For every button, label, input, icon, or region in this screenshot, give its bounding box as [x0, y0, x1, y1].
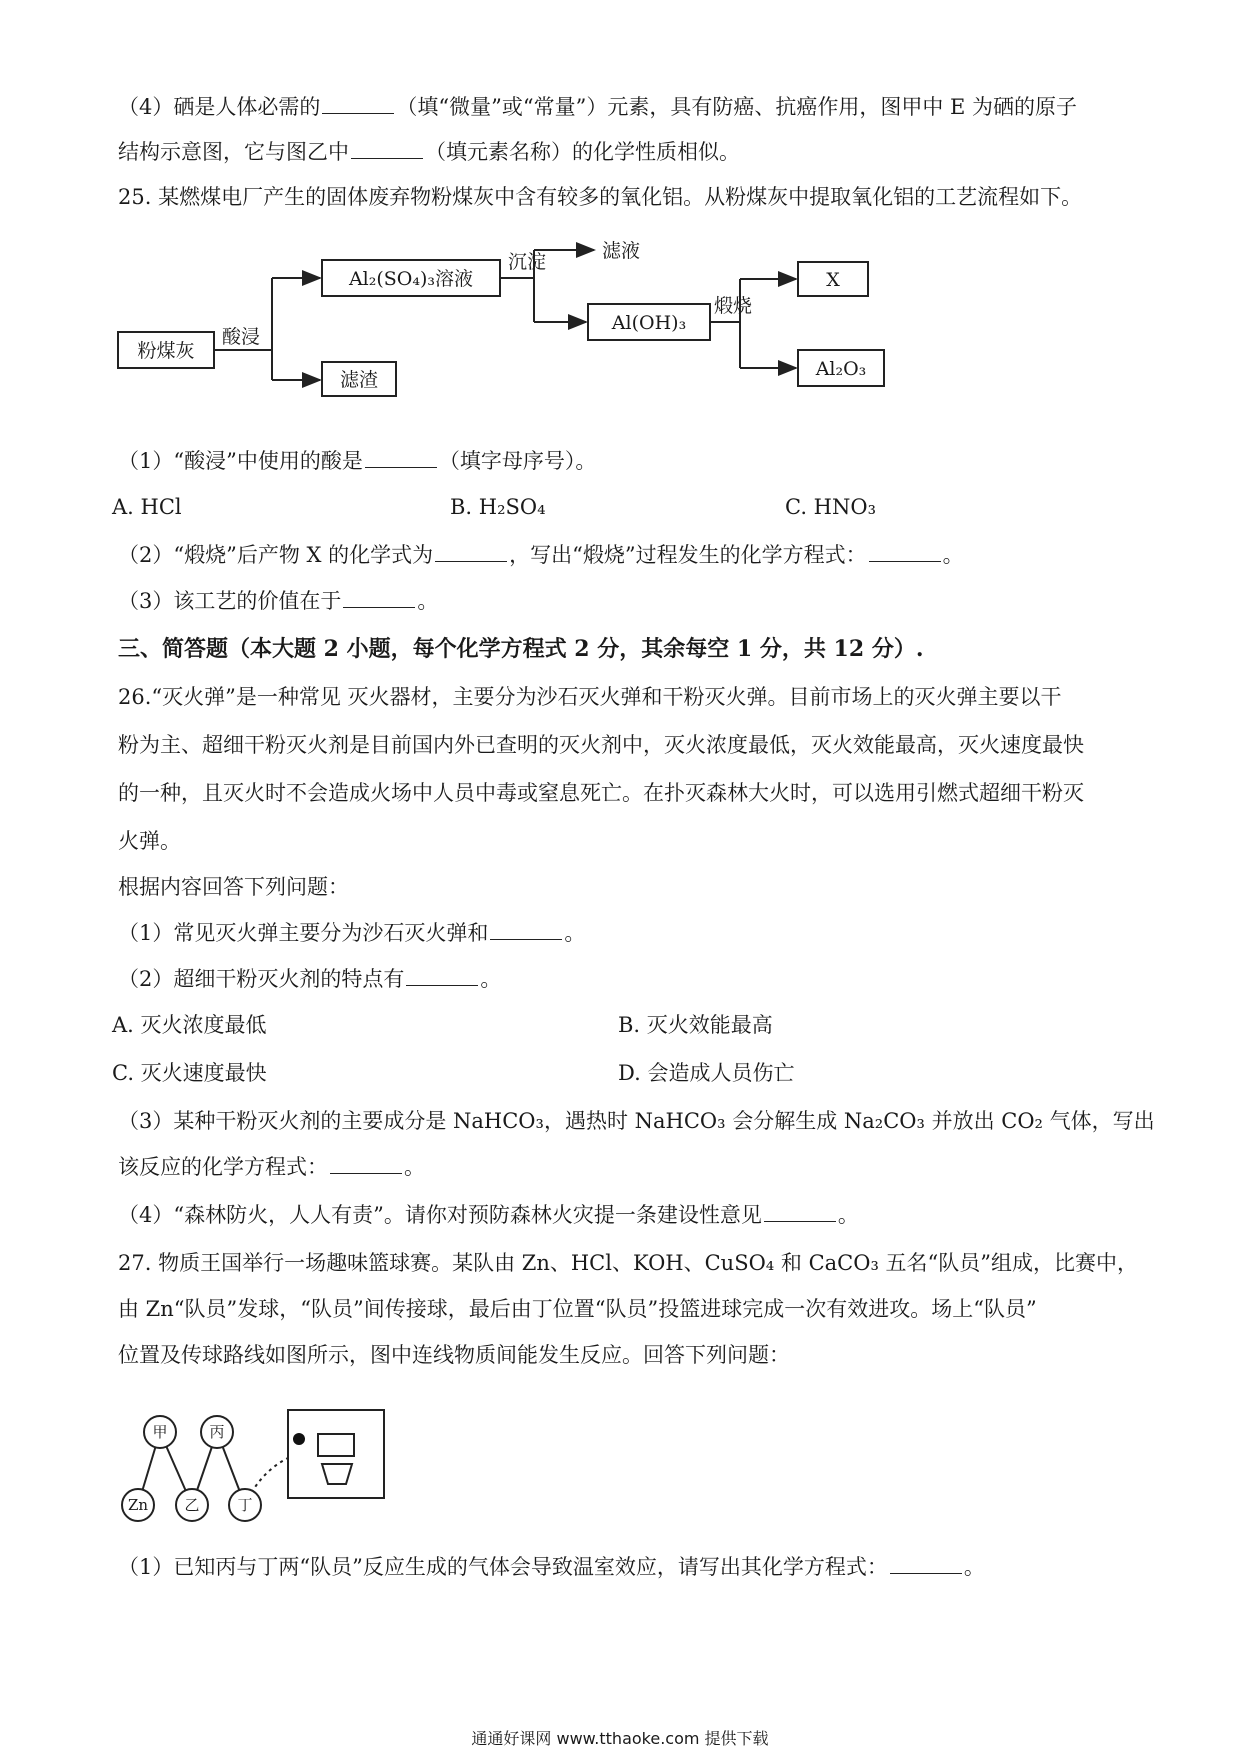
q26-option-c: C. 灭火速度最快: [112, 1061, 267, 1085]
bing-label: 丙: [209, 1423, 225, 1441]
q26-part4: （4）“森林防火，人人有责”。请你对预防森林火灾提一条建设性意见 。: [118, 1203, 859, 1227]
oxide-label: Al₂O₃: [815, 358, 867, 380]
q26-part2: （2）超细干粉灭火剂的特点有 。: [118, 967, 502, 991]
answer-blank: [406, 967, 478, 986]
residue-label: 滤渣: [339, 369, 379, 391]
solution-label: Al₂(SO₄)₃溶液: [348, 268, 474, 290]
answer-blank: [764, 1203, 836, 1222]
section-heading: 三、简答题（本大题 2 小题，每个化学方程式 2 分，其余每空 1 分，共 12 分）.: [118, 636, 924, 662]
q25-part2: （2）“煅烧”后产物 X 的化学式为 ，写出“煅烧”过程发生的化学方程式： 。: [118, 543, 964, 567]
answer-blank: [330, 1155, 402, 1174]
target-square: [318, 1434, 354, 1456]
answer-blank: [322, 95, 394, 114]
q25-part3: （3）该工艺的价值在于 。: [118, 589, 439, 613]
q27-line2: 由 Zn“队员”发球，“队员”间传接球，最后由丁位置“队员”投篮进球完成一次有效进攻。场上“队员”: [118, 1297, 1037, 1321]
q27-line1: 27. 物质王国举行一场趣味篮球赛。某队由 Zn、HCl、KOH、CuSO₄ 和 CaCO₃ 五名“队员”组成，比赛中，: [118, 1251, 1139, 1275]
ding-label: 丁: [237, 1496, 253, 1514]
answer-blank: [890, 1555, 962, 1574]
q26-line2: 粉为主、超细干粉灭火剂是目前国内外已查明的灭火剂中，灭火浓度最低，灭火效能最高，灭火速度最快: [118, 733, 1084, 757]
jia-label: 甲: [152, 1423, 168, 1441]
basket: [322, 1464, 352, 1484]
answer-blank: [351, 140, 423, 159]
filtrate-label: 滤液: [602, 240, 641, 262]
q25-option-a: A. HCl: [112, 495, 182, 519]
answer-blank: [343, 589, 415, 608]
answer-blank: [435, 543, 507, 562]
calcine-label: 煅烧: [714, 295, 753, 317]
q26-option-a: A. 灭火浓度最低: [112, 1013, 267, 1037]
answer-blank: [869, 543, 941, 562]
q25-flowchart: [110, 240, 910, 420]
q26-line3: 的一种，且灭火时不会造成火场中人员中毒或窒息死亡。在扑灭森林大火时，可以选用引燃式超细干粉灭: [118, 781, 1084, 805]
flyash-label: 粉煤灰: [137, 340, 195, 362]
q25-option-b: B. H₂SO₄: [450, 495, 546, 519]
q26-option-b: B. 灭火效能最高: [618, 1013, 773, 1037]
q26-part1: （1）常见灭火弹主要分为沙石灭火弹和 。: [118, 921, 586, 945]
q27-line3: 位置及传球路线如图所示，图中连线物质间能发生反应。回答下列问题：: [118, 1343, 790, 1367]
precip-label: 沉淀: [508, 251, 547, 273]
q24-part4-line2: 结构示意图，它与图乙中 （填元素名称）的化学性质相似。: [118, 140, 740, 164]
q27-part1: （1）已知丙与丁两“队员”反应生成的气体会导致温室效应，请写出其化学方程式： 。: [118, 1555, 985, 1579]
footer-watermark: 通通好课网 www.tthaoke.com 提供下载: [471, 1729, 769, 1748]
q25-stem: 25. 某燃煤电厂产生的固体废弃物粉煤灰中含有较多的氧化铝。从粉煤灰中提取氧化铝的工艺流程如下。: [118, 185, 1083, 209]
answer-blank: [365, 449, 437, 468]
q26-line4: 火弹。: [118, 829, 181, 853]
q27-diagram: [110, 1402, 410, 1538]
q25-option-c: C. HNO₃: [785, 495, 876, 519]
zn-label: Zn: [127, 1496, 149, 1514]
answer-blank: [490, 921, 562, 940]
hydroxide-label: Al(OH)₃: [611, 312, 687, 334]
yi-label: 乙: [184, 1496, 200, 1514]
q26-part3-line1: （3）某种干粉灭火剂的主要成分是 NaHCO₃，遇热时 NaHCO₃ 会分解生成 Na₂CO₃ 并放出 CO₂ 气体，写出: [118, 1109, 1155, 1133]
basketball: [293, 1433, 305, 1445]
x-label: X: [826, 269, 840, 291]
q26-part3-line2: 该反应的化学方程式： 。: [118, 1155, 425, 1179]
q25-part1: （1）“酸浸”中使用的酸是 （填字母序号）。: [118, 449, 597, 473]
q26-line5: 根据内容回答下列问题：: [118, 875, 349, 899]
q24-part4-line1: （4）硒是人体必需的 （填“微量”或“常量”）元素，具有防癌、抗癌作用，图甲中 E 为硒的原子: [118, 95, 1077, 119]
acid-leach-label: 酸浸: [222, 326, 261, 348]
q26-line1: 26.“灭火弹”是一种常见 灭火器材，主要分为沙石灭火弹和干粉灭火弹。目前市场上的灭火弹主要以干: [118, 685, 1062, 709]
q26-option-d: D. 会造成人员伤亡: [618, 1061, 795, 1085]
